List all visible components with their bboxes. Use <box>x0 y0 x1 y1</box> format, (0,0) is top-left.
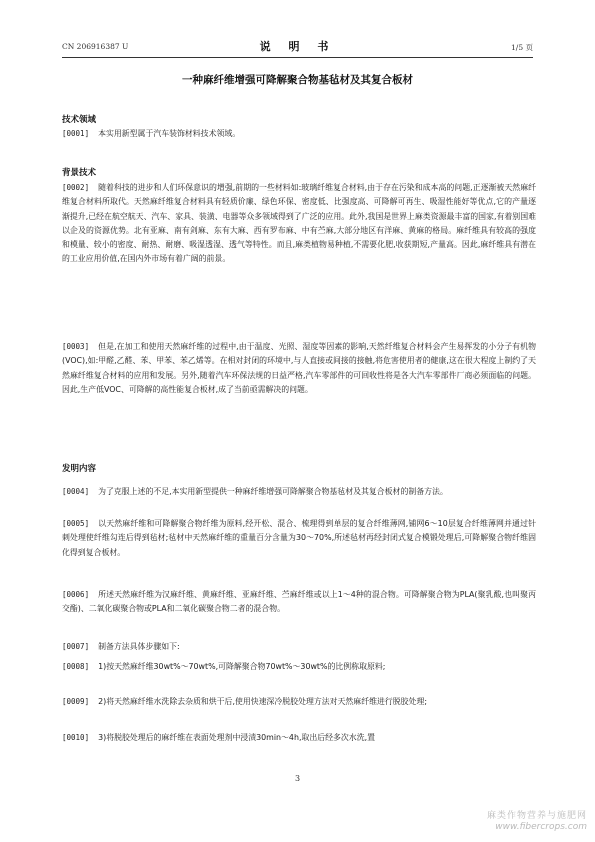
section-heading-background: 背景技术 <box>62 168 97 178</box>
paragraph-text: 1)按天然麻纤维30wt%～70wt%,可降解聚合物70wt%～30wt%的比例称取原料; <box>98 662 386 671</box>
paragraph-number: [0008] <box>62 662 90 671</box>
watermark-url: www.fibercrops.com <box>495 822 587 832</box>
watermark-site-name: 麻类作物营养与施肥网 <box>486 811 587 821</box>
paragraph-0010 <box>62 731 536 745</box>
section-heading-invention: 发明内容 <box>62 464 97 474</box>
paragraph-0009 <box>62 695 536 709</box>
document-type-title: 说 明 书 <box>259 40 336 53</box>
document-title: 一种麻纤维增强可降解聚合物基毡材及其复合板材 <box>182 74 413 86</box>
paragraph-number: [0005] <box>62 519 90 528</box>
paragraph-0005 <box>62 517 536 560</box>
paragraph-0006 <box>62 588 536 617</box>
page-count: 1/5 页 <box>511 43 533 52</box>
paragraph-text: 3)将脱胶处理后的麻纤维在表面处理剂中浸渍30min～4h,取出后经多次水洗,置 <box>98 733 375 742</box>
paragraph-number: [0003] <box>62 342 90 351</box>
paragraph-text: 但是,在加工和使用天然麻纤维的过程中,由于温度、光照、湿度等因素的影响,天然纤维复合材料会产生易挥发的小分子有机物(VOC),如:甲醛,乙醛、苯、甲苯、苯乙烯等。在相对封闭的环境中,与人直接或间接的接触,将危害使用者的健康,这在很大程度上制约了天然麻纤维复合材料的应用和发展。另外,随着汽车环保法规的日益严格,汽车零部件的可回收性将是各大汽车零部件厂商必须面临的问题。因此,生产低VOC、可降解的高性能复合板材,成了当前亟需解决的问题。 <box>62 342 536 394</box>
section-heading-tech-field: 技术领域 <box>62 115 97 125</box>
paragraph-0007 <box>62 640 536 654</box>
paragraph-0001 <box>62 127 536 141</box>
paragraph-number: [0006] <box>62 590 90 599</box>
paragraph-number: [0009] <box>62 697 90 706</box>
paragraph-0003 <box>62 340 536 397</box>
paragraph-number: [0001] <box>62 129 90 138</box>
site-watermark <box>437 808 587 832</box>
paragraph-text: 为了克服上述的不足,本实用新型提供一种麻纤维增强可降解聚合物基毡材及其复合板材的制备方法。 <box>98 487 448 496</box>
paragraph-0008 <box>62 660 536 674</box>
paragraph-text: 所述天然麻纤维为汉麻纤维、黄麻纤维、亚麻纤维、苎麻纤维或以上1～4种的混合物。可降解聚合物为PLA(聚乳酸,也叫聚丙交酯)、二氧化碳聚合物或PLA和二氧化碳聚合物二者的混合物。 <box>62 590 536 614</box>
paragraph-number: [0010] <box>62 733 90 742</box>
patent-number: CN 206916387 U <box>62 42 129 51</box>
paragraph-text: 2)将天然麻纤维水洗除去杂质和烘干后,使用快速深冷脱胶处理方法对天然麻纤维进行脱胶处理; <box>98 697 427 706</box>
paragraph-text: 随着科技的进步和人们环保意识的增强,前期的一些材料如:玻璃纤维复合材料,由于存在污染和成本高的问题,正逐渐被天然麻纤维复合材料所取代。天然麻纤维复合材料具有轻质价廉、绿色环保、密度低、比强度高、可降解可再生、吸湿性能好等优点,它的产量逐渐提升,已经在航空航天、汽车、家具、装潢、电器等众多领域得到了广泛的应用。此外,我国是世界上麻类资源最丰富的国家,有着别国难以企及的资源优势。北有亚麻、南有剑麻、东有大麻、西有罗布麻、中有苎麻,大部分地区有洋麻、黄麻的格局。麻纤维具有较高的强度和模量、较小的密度、耐热、耐磨、吸湿透湿、透气等特性。而且,麻类植物易种植,不需要化肥,收获期短,产量高。因此,麻纤维具有潜在的工业应用价值,在国内外市场有着广阔的前景。 <box>62 183 536 264</box>
paragraph-number: [0007] <box>62 642 90 651</box>
paragraph-number: [0004] <box>62 487 90 496</box>
page-number: 3 <box>294 774 301 783</box>
paragraph-text: 制备方法具体步骤如下: <box>98 642 180 651</box>
paragraph-text: 以天然麻纤维和可降解聚合物纤维为原料,经开松、混合、梳理得到单层的复合纤维薄网,铺网6～10层复合纤维薄网并通过针刺处理使纤维勾连后得到毡材;毡材中天然麻纤维的重量百分含量为30～70%,所述毡材再经封闭式复合模锻处理后,可降解聚合物纤维固化得到复合板材。 <box>62 519 536 557</box>
page-header <box>62 38 533 54</box>
paragraph-number: [0002] <box>62 183 90 192</box>
paragraph-0002 <box>62 181 536 267</box>
header-divider <box>62 57 533 58</box>
paragraph-0004 <box>62 485 536 499</box>
paragraph-text: 本实用新型属于汽车装饰材料技术领域。 <box>98 129 241 138</box>
